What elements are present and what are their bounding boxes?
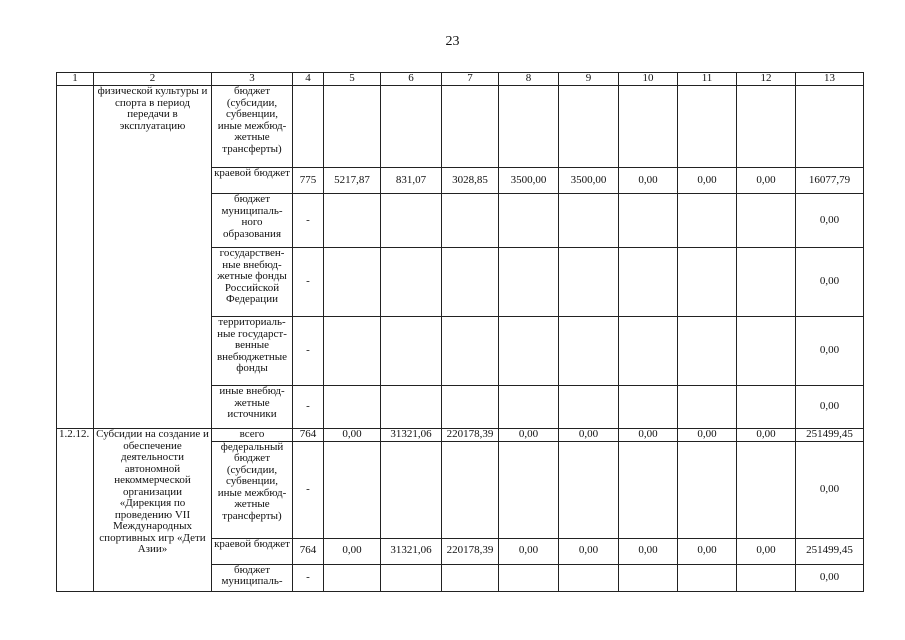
cell-c8 [499, 317, 559, 386]
cell-c12: 0,00 [737, 429, 796, 442]
item-code [57, 86, 94, 429]
cell-c11 [678, 86, 737, 168]
cell-c7 [442, 317, 499, 386]
page-number: 23 [445, 34, 460, 49]
cell-c11 [678, 441, 737, 538]
cell-c6 [381, 564, 442, 591]
cell-c5 [324, 86, 381, 168]
cell-c12 [737, 386, 796, 429]
cell-c4: - [293, 386, 324, 429]
cell-c5: 5217,87 [324, 168, 381, 194]
cell-c9 [559, 441, 619, 538]
cell-c5 [324, 441, 381, 538]
cell-c4: - [293, 564, 324, 591]
cell-c12 [737, 194, 796, 248]
col-header: 2 [94, 73, 212, 86]
cell-c10: 0,00 [619, 429, 678, 442]
cell-c7 [442, 194, 499, 248]
item-name: физической культуры и спорта в период передачи в эксплуатацию [94, 86, 212, 429]
cell-c10: 0,00 [619, 538, 678, 564]
funding-source: территориаль-ные государст-венные внебюджетные фонды [212, 317, 293, 386]
funding-source: бюджет муниципаль- [212, 564, 293, 591]
cell-c13: 251499,45 [796, 429, 864, 442]
col-header: 10 [619, 73, 678, 86]
item-code: 1.2.12. [57, 429, 94, 592]
cell-c8 [499, 86, 559, 168]
col-header: 11 [678, 73, 737, 86]
funding-source: краевой бюджет [212, 168, 293, 194]
cell-c10 [619, 441, 678, 538]
cell-c8: 0,00 [499, 538, 559, 564]
cell-c10 [619, 194, 678, 248]
cell-c11: 0,00 [678, 429, 737, 442]
cell-c7 [442, 248, 499, 317]
cell-c8 [499, 564, 559, 591]
cell-c6: 31321,06 [381, 429, 442, 442]
cell-c5 [324, 194, 381, 248]
cell-c5: 0,00 [324, 538, 381, 564]
cell-c10 [619, 248, 678, 317]
cell-c9 [559, 564, 619, 591]
cell-c10 [619, 86, 678, 168]
cell-c6 [381, 194, 442, 248]
cell-c6 [381, 441, 442, 538]
col-header: 5 [324, 73, 381, 86]
col-header: 7 [442, 73, 499, 86]
funding-source: всего [212, 429, 293, 442]
cell-c11 [678, 564, 737, 591]
cell-c13: 0,00 [796, 317, 864, 386]
cell-c10 [619, 317, 678, 386]
cell-c13: 0,00 [796, 194, 864, 248]
cell-c12 [737, 248, 796, 317]
funding-source: иные внебюд-жетные источники [212, 386, 293, 429]
cell-c8: 3500,00 [499, 168, 559, 194]
cell-c10 [619, 386, 678, 429]
cell-c9 [559, 317, 619, 386]
budget-table [56, 72, 864, 592]
cell-c8 [499, 386, 559, 429]
funding-source: федеральный бюджет (субсидии, субвенции, иные межбюд-жетные трансферты) [212, 441, 293, 538]
cell-c11: 0,00 [678, 168, 737, 194]
cell-c4: - [293, 194, 324, 248]
cell-c9: 0,00 [559, 538, 619, 564]
cell-c5 [324, 248, 381, 317]
table-row [57, 429, 864, 442]
cell-c12 [737, 441, 796, 538]
cell-c6 [381, 248, 442, 317]
col-header: 4 [293, 73, 324, 86]
col-header: 6 [381, 73, 442, 86]
col-header: 8 [499, 73, 559, 86]
cell-c7 [442, 86, 499, 168]
cell-c13: 0,00 [796, 564, 864, 591]
cell-c12 [737, 317, 796, 386]
col-header: 1 [57, 73, 94, 86]
cell-c13: 0,00 [796, 248, 864, 317]
cell-c11 [678, 248, 737, 317]
cell-c4: - [293, 441, 324, 538]
funding-source: краевой бюджет [212, 538, 293, 564]
cell-c10: 0,00 [619, 168, 678, 194]
cell-c9 [559, 248, 619, 317]
cell-c5: 0,00 [324, 429, 381, 442]
column-number-row [57, 73, 864, 86]
cell-c13: 0,00 [796, 386, 864, 429]
item-name: Субсидии на создание и обеспечение деятельности автономной некоммерческой организации «Дирекция по проведению VII Международных спортивных игр «Дети Азии» [94, 429, 212, 592]
cell-c8 [499, 194, 559, 248]
funding-source: бюджет муниципаль-ного образования [212, 194, 293, 248]
cell-c8 [499, 248, 559, 317]
cell-c6 [381, 86, 442, 168]
cell-c8: 0,00 [499, 429, 559, 442]
cell-c6: 831,07 [381, 168, 442, 194]
cell-c7 [442, 386, 499, 429]
cell-c4: 764 [293, 429, 324, 442]
cell-c12: 0,00 [737, 538, 796, 564]
cell-c7: 220178,39 [442, 429, 499, 442]
cell-c7 [442, 441, 499, 538]
cell-c7: 3028,85 [442, 168, 499, 194]
funding-source: государствен-ные внебюд-жетные фонды Российской Федерации [212, 248, 293, 317]
cell-c9 [559, 194, 619, 248]
cell-c12 [737, 86, 796, 168]
col-header: 12 [737, 73, 796, 86]
cell-c11 [678, 317, 737, 386]
cell-c7 [442, 564, 499, 591]
table-row [57, 86, 864, 168]
cell-c9: 0,00 [559, 429, 619, 442]
cell-c4: 764 [293, 538, 324, 564]
cell-c10 [619, 564, 678, 591]
col-header: 13 [796, 73, 864, 86]
col-header: 3 [212, 73, 293, 86]
cell-c13: 16077,79 [796, 168, 864, 194]
cell-c11: 0,00 [678, 538, 737, 564]
cell-c6: 31321,06 [381, 538, 442, 564]
funding-source: бюджет (субсидии, субвенции, иные межбюд-жетные трансферты) [212, 86, 293, 168]
cell-c5 [324, 386, 381, 429]
cell-c9 [559, 86, 619, 168]
cell-c4 [293, 86, 324, 168]
cell-c7: 220178,39 [442, 538, 499, 564]
cell-c11 [678, 386, 737, 429]
cell-c8 [499, 441, 559, 538]
cell-c12: 0,00 [737, 168, 796, 194]
cell-c5 [324, 564, 381, 591]
cell-c4: - [293, 248, 324, 317]
cell-c9: 3500,00 [559, 168, 619, 194]
cell-c12 [737, 564, 796, 591]
cell-c11 [678, 194, 737, 248]
cell-c4: - [293, 317, 324, 386]
cell-c13: 0,00 [796, 441, 864, 538]
cell-c6 [381, 386, 442, 429]
cell-c5 [324, 317, 381, 386]
cell-c9 [559, 386, 619, 429]
cell-c13 [796, 86, 864, 168]
cell-c13: 251499,45 [796, 538, 864, 564]
col-header: 9 [559, 73, 619, 86]
cell-c6 [381, 317, 442, 386]
cell-c4: 775 [293, 168, 324, 194]
